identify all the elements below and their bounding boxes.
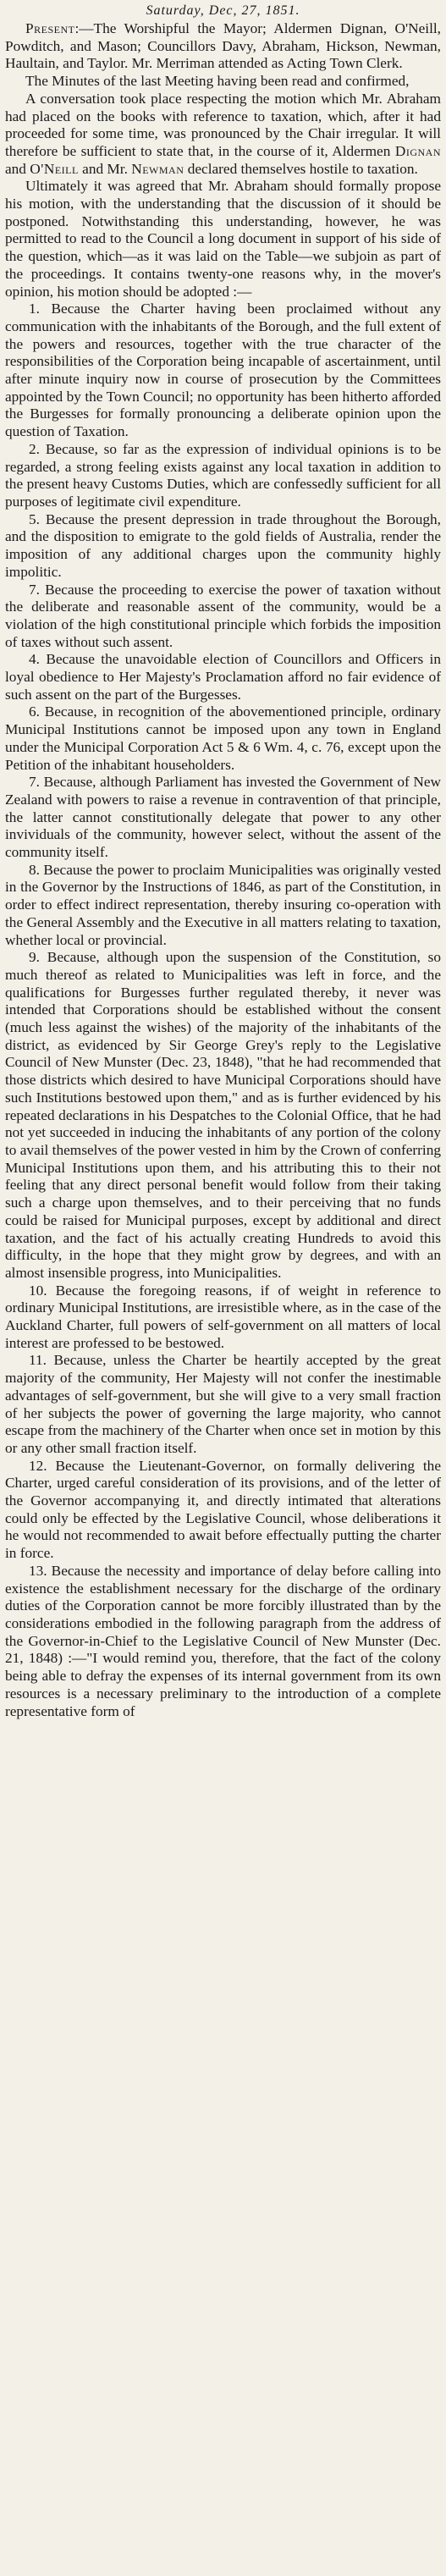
reason-2: 2. Because, so far as the expression of individual opinions is to be regarded, a strong feeling exists against any local taxation in addition to the present heavy Customs Duties, which are confessedly sufficient for all purposes of legitimate civil expenditure. — [5, 440, 441, 510]
reason-11: 11. Because, unless the Charter be heartily accepted by the great majority of the community, Her Majesty will not confer the inestimable advantages of self-government, but she will give to a very small fraction of her subjects the power of governing the large majority, who cannot escape from the machinery of the Charter when once set in motion by this or any other small fraction itself. — [5, 1352, 441, 1456]
reason-8: 8. Because the power to proclaim Municipalities was originally vested in the Governor by the Instructions of 1846, as part of the Constitution, in order to effect indirect representation, thereby insuring co-operation with the General Assembly and the Executive in all matters relating to taxation, whether local or provincial. — [5, 861, 441, 948]
reason-7b: 7. Because, although Parliament has invested the Government of New Zealand with powers to raise a revenue in contravention of that principle, the latter cannot constitutionally delegate that power to any other invividuals of the community, however select, without the assent of the community itself. — [5, 774, 441, 861]
paragraph-minutes: The Minutes of the last Meeting having been read and confirmed, — [25, 73, 410, 90]
reason-5: 5. Because the present depression in trade throughout the Borough, and the disposition to emigrate to the gold fields of Australia, render the imposition of any additional charges upon the community highly impolitic. — [5, 510, 441, 580]
paragraph-ultimately: Ultimately it was agreed that Mr. Abraham should formally propose his motion, with the understanding that the discussion of it should be postponed. Notwithstanding this understanding, however, he was permitted to read to the Council a long document in support of his side of the question, which—as it was laid on the Table—we subjoin as part of the proceedings. It contains twenty-one reasons why, in the mover's opinion, his motion should be adopted :— — [5, 178, 441, 300]
reason-7: 7. Because the proceeding to exercise the power of taxation without the deliberate and reasonable assent of the community, would be a violation of the high constitutional principle which forbids the imposition of taxes without such assent. — [5, 581, 441, 650]
reason-10: 10. Because the foregoing reasons, if of weight in reference to ordinary Municipal Institutions, are irresistible where, as in the case of the Auckland Charter, full powers of self-government on all matters of local interest are professed to be bestowed. — [5, 1282, 441, 1351]
reason-4: 4. Because the unavoidable election of Councillors and Officers in loyal obedience to Her Majesty's Proclamation afford no fair evidence of such assent on the part of the Burgesses. — [5, 651, 441, 703]
reason-1: 1. Because the Charter having been proclaimed without any communication with the inhabitants of the Borough, and the full extent of the powers and resources, together with the true character of the responsibilities of the Corporation being incapable of ascertainment, until after minute inquiry now in course of prosecution by the Committees appointed by the Town Council; no opportunity has been hitherto afforded the Burgesses for formally pronouncing a deliberate opinion upon the question of Taxation. — [5, 301, 441, 440]
reason-12: 12. Because the Lieutenant-Governor, on formally delivering the Charter, urged careful consideration of its provisions, and of the letter of the Governor accompanying it, and directly intimated that alterations could only be effected by the Legislative Council, whose deliberations it he would not recommended to await before effectually putting the charter in force. — [5, 1457, 441, 1562]
reason-9: 9. Because, although upon the suspension of the Constitution, so much thereof as related to Municipalities was left in force, and the qualifications for Burgesses further regulated thereby, it never was intended that Corporations should be established without the consent (much less against the wishes) of the majority of the inhabitants of the district, as evidenced by Sir George Grey's reply to the Legislative Council of New Munster (Dec. 23, 1848), "that he had recommended that those districts which desired to have Municipal Corporations should have such Institutions bestowed upon them," and as is further evidenced by his repeated declarations in his Despatches to the Colonial Office, that he had not yet succeeded in inducing the inhabitants of any portion of the colony to avail themselves of the power vested in him by the Crown of conferring Municipal Institutions upon them, and his attributing this to their not feeling that any direct personal benefit would follow from their taking such a charge upon themselves, and to their perceiving that no funds could be raised for Municipal purposes, except by additional and direct taxation, and the fact of his actually creating Hundreds to avoid this difficulty, in the hope that they might grow by degrees, and with an almost insensible progress, into Municipalities. — [5, 949, 441, 1281]
present-label: Present — [25, 20, 75, 36]
dateline: Saturday, Dec, 27, 1851. — [146, 3, 300, 18]
reason-13: 13. Because the necessity and importance of delay before calling into existence the establishment necessary for the discharge of the ordinary duties of the Corporation cannot be more forcibly illustrated than by the considerations embodied in the following paragraph from the address of the Governor-in-Chief to the Legislative Council of New Munster (Dec. 21, 1848) :—"I would remind you, therefore, that the fact of the colony being able to defray the expenses of its internal government from its own resources is a necessary preliminary to the introduction of a complete representative form of — [5, 1562, 441, 1719]
present-text: :—The Worshipful the Mayor; Aldermen Dignan, O'Neill, Powditch, and Mason; Councillors Davy, Abraham, Hickson, Newman, Haultain, and Taylor. Mr. Merriman attended as Acting Town Clerk. — [5, 20, 441, 72]
paragraph-present — [5, 20, 441, 73]
paragraph-conversation: A conversation took place respecting the motion which Mr. Abraham had placed on the books with reference to taxation, which, after it had proceeded for some time, was pronounced by the Chair irregular. It will therefore be sufficient to state that, in the course of it, Aldermen Dignan and O'Neill and Mr. Newman declared themselves hostile to taxation. — [5, 90, 441, 177]
article-body — [5, 20, 441, 1720]
reason-6: 6. Because, in recognition of the abovementioned principle, ordinary Municipal Institutions cannot be imposed upon any town in England under the Municipal Corporation Act 5 & 6 Wm. 4, c. 76, except upon the Petition of the inhabitant householders. — [5, 703, 441, 773]
